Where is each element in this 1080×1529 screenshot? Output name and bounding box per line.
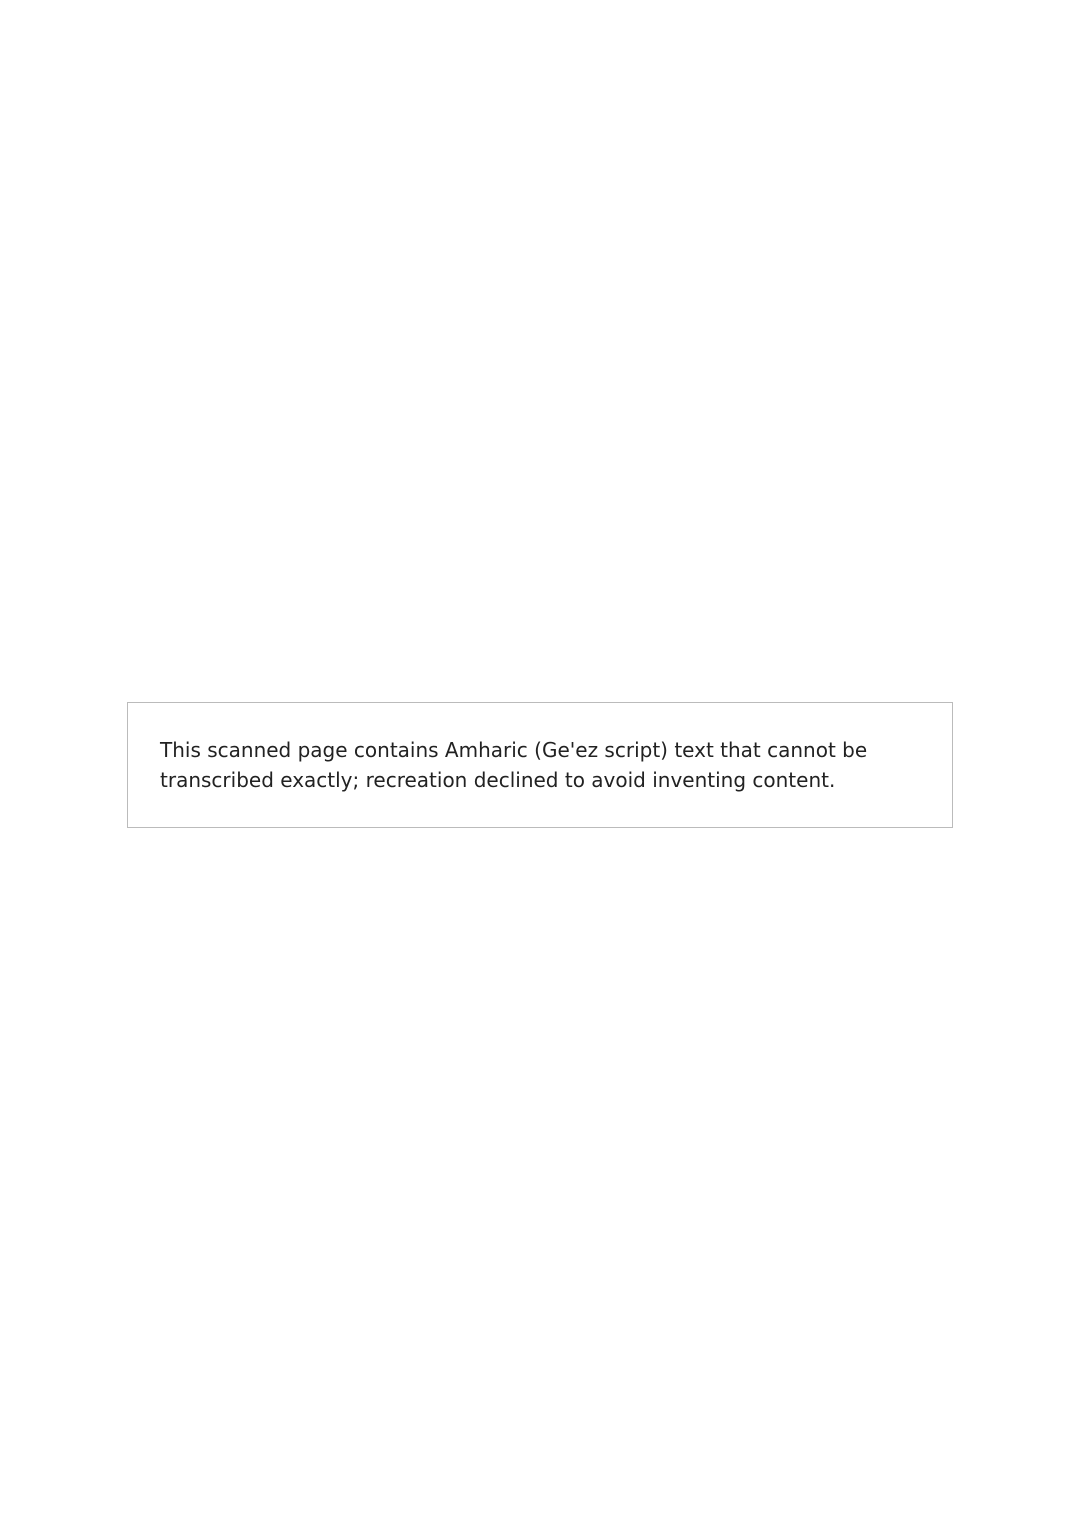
transcription-notice: This scanned page contains Amharic (Ge'ez script) text that cannot be transcribed exactly; recreation declined to avoid inventing content. — [127, 702, 953, 828]
